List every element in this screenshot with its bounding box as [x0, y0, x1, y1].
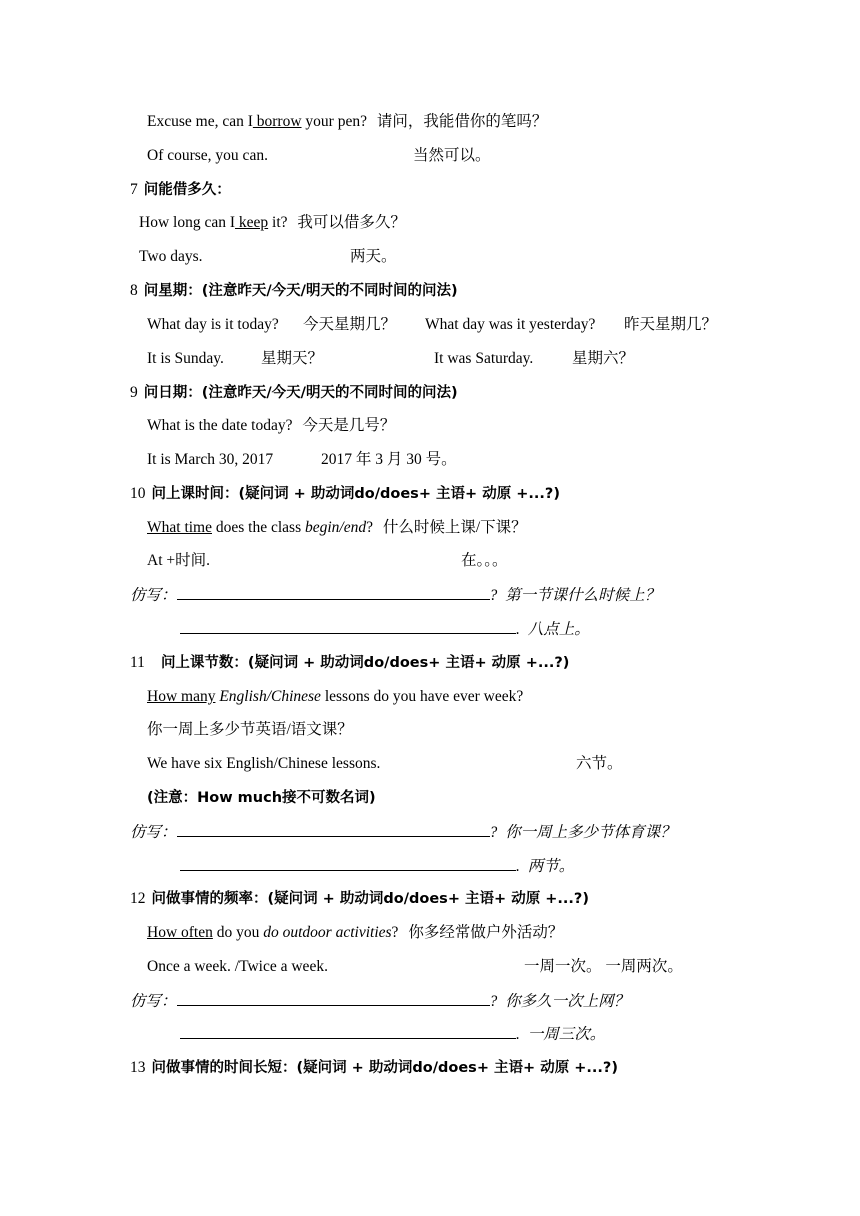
- s10-practice-q: [130, 585, 660, 606]
- s9-q-en: What is the date today?: [147, 417, 293, 434]
- s9-number: 9: [130, 384, 138, 401]
- s10-practice-q-cn: 第一节课什么时候上？: [505, 587, 661, 604]
- s10-practice-a-cn: 八点上。: [527, 621, 590, 638]
- s10-title: 问上课时间：(疑问词 + 助动词do/does+ 主语+ 动原 +...?): [151, 486, 560, 502]
- s12-q-post: ?: [391, 924, 399, 941]
- s11-answer-cn: 六节。: [576, 755, 623, 772]
- s11-practice-q-mark: ?: [489, 824, 498, 841]
- s6-q-post: your pen?: [301, 113, 367, 130]
- s10-practice-a: [180, 619, 590, 640]
- s7-q-chinese: 我可以借多久？: [297, 214, 406, 231]
- s11-heading: [130, 653, 569, 673]
- s11-q-italic: English/Chinese: [219, 688, 321, 705]
- s9-question-line: [147, 416, 395, 436]
- s8-a2-cn: 星期六？: [572, 350, 635, 367]
- s12-q-italic: do outdoor activities: [263, 924, 392, 941]
- s12-heading: [130, 889, 589, 909]
- s10-answer-cn: 在。。。: [461, 552, 508, 569]
- s8-a1-cn: 星期天？: [261, 350, 324, 367]
- s6-answer-cn: 当然可以。: [413, 147, 491, 164]
- s8-a1-en: It is Sunday.: [147, 350, 224, 367]
- s11-practice-a-mark: .: [516, 858, 520, 875]
- s12-title: 问做事情的频率：(疑问词 + 助动词do/does+ 主语+ 动原 +...?): [151, 891, 589, 907]
- s9-q-cn: 今天是几号？: [302, 417, 396, 434]
- s10-practice-label: 仿写：: [130, 587, 177, 604]
- s6-answer-en: Of course, you can.: [147, 147, 268, 164]
- s12-practice-a-cn: 一周三次。: [527, 1026, 606, 1043]
- s12-practice-a-blank[interactable]: [180, 1024, 516, 1039]
- s10-q-cn: 什么时候上课/下课？: [382, 519, 527, 536]
- s6-question-line: [147, 112, 547, 132]
- s7-heading: [130, 180, 231, 200]
- s12-question-line: [147, 923, 563, 943]
- s7-title: 问能借多久：: [143, 182, 231, 198]
- s8-heading: [130, 281, 458, 301]
- s11-practice-label: 仿写：: [130, 824, 177, 841]
- s10-practice-q-blank[interactable]: [177, 585, 490, 600]
- s13-heading: [130, 1058, 618, 1078]
- s11-number: 11: [130, 654, 145, 671]
- s7-answer-cn: 两天。: [350, 248, 397, 265]
- s8-a2-en: It was Saturday.: [434, 350, 534, 367]
- s10-q-underlined: What time: [147, 519, 212, 536]
- s10-q-italic: begin/end: [304, 519, 367, 536]
- s12-practice-q-blank[interactable]: [177, 991, 490, 1006]
- s13-number: 13: [130, 1059, 146, 1076]
- s10-answer-en: At +时间.: [147, 552, 210, 569]
- s9-answer-en: It is March 30, 2017: [147, 451, 274, 468]
- s12-answer-cn: 一周一次。 一周两次。: [524, 958, 683, 975]
- s10-practice-q-mark: ?: [489, 587, 498, 604]
- s8-q2-en: What day was it yesterday?: [425, 316, 596, 333]
- s7-q-underlined: keep: [235, 214, 269, 231]
- s8-number: 8: [130, 282, 138, 299]
- s11-practice-a-blank[interactable]: [180, 856, 516, 871]
- s6-q-pre: Excuse me, can I: [147, 113, 253, 130]
- s11-practice-q-cn: 你一周上多少节体育课？: [505, 824, 676, 841]
- s11-title: 问上课节数：(疑问词 + 助动词do/does+ 主语+ 动原 +...?): [160, 655, 570, 671]
- s10-practice-a-blank[interactable]: [180, 619, 516, 634]
- s7-number: 7: [130, 181, 138, 198]
- s7-q-post: it?: [268, 214, 288, 231]
- s10-heading: [130, 484, 560, 504]
- s9-title: 问日期：(注意昨天/今天/明天的不同时间的问法): [143, 385, 458, 401]
- s11-answer-en: We have six English/Chinese lessons.: [147, 755, 381, 772]
- s12-practice-a: [180, 1024, 605, 1045]
- s12-q-underlined: How often: [147, 924, 213, 941]
- s12-practice-label: 仿写：: [130, 993, 177, 1010]
- s12-practice-q-cn: 你多久一次上网？: [505, 993, 630, 1010]
- s9-answer-cn: 2017 年 3 月 30 号。: [321, 451, 457, 468]
- s11-practice-q: [130, 822, 676, 843]
- s11-q-post: lessons do you have ever week?: [320, 688, 524, 705]
- s8-q2-cn: 昨天星期几？: [624, 316, 718, 333]
- s11-practice-q-blank[interactable]: [177, 822, 490, 837]
- s6-q-chinese: 请问，我能借你的笔吗？: [376, 113, 548, 130]
- s10-question-line: [147, 518, 527, 538]
- s12-q-cn: 你多经常做户外活动？: [408, 924, 564, 941]
- s10-practice-a-mark: .: [516, 621, 520, 638]
- s12-practice-q: [130, 991, 629, 1012]
- s12-number: 12: [130, 890, 146, 907]
- s12-answer-en: Once a week. /Twice a week.: [147, 958, 328, 975]
- s10-q-post: ?: [366, 519, 373, 536]
- s8-title: 问星期：(注意昨天/今天/明天的不同时间的问法): [143, 283, 458, 299]
- s12-practice-a-mark: .: [516, 1026, 520, 1043]
- s11-practice-a: [180, 856, 574, 877]
- s7-question-line: [139, 213, 406, 233]
- s9-heading: [130, 383, 458, 403]
- s12-practice-q-mark: ?: [489, 993, 498, 1010]
- s11-q-underlined: How many: [147, 688, 216, 705]
- s8-q1-en: What day is it today?: [147, 316, 279, 333]
- s10-q-mid: does the class: [212, 519, 305, 536]
- s11-question-cn: 你一周上多少节英语/语文课？: [147, 721, 353, 738]
- s12-q-mid: do you: [212, 924, 264, 941]
- s7-q-pre: How long can I: [139, 214, 235, 231]
- s6-q-underlined: borrow: [252, 113, 302, 130]
- s13-title: 问做事情的时间长短：(疑问词 + 助动词do/does+ 主语+ 动原 +...?): [151, 1060, 618, 1076]
- s11-note: (注意：How much接不可数名词): [147, 790, 376, 806]
- s11-question-line: [147, 687, 523, 707]
- s10-number: 10: [130, 485, 146, 502]
- s8-q1-cn: 今天星期几？: [303, 316, 397, 333]
- s11-practice-a-cn: 两节。: [527, 858, 575, 875]
- s7-answer-en: Two days.: [139, 248, 203, 265]
